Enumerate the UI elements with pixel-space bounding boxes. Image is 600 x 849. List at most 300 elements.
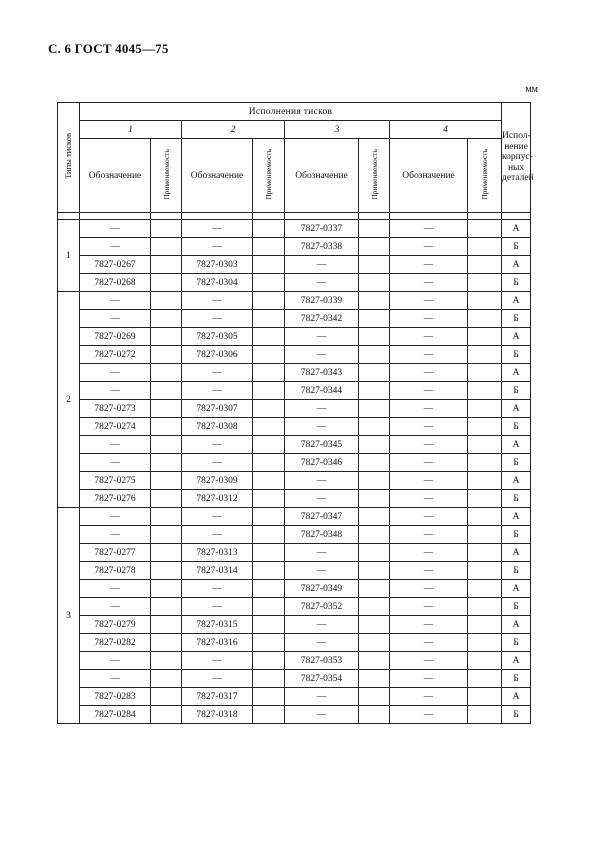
designation-cell: —: [182, 436, 253, 454]
designation-cell: —: [80, 238, 151, 256]
designation-cell: —: [390, 616, 468, 634]
exec-cell: А: [502, 328, 531, 346]
applicability-cell: [468, 598, 502, 616]
applicability-label: Применяемость: [264, 148, 273, 200]
applicability-cell: [253, 526, 285, 544]
designation-cell: —: [80, 670, 151, 688]
applicability-cell: [468, 562, 502, 580]
designation-cell: —: [390, 400, 468, 418]
exec-cell: А: [502, 652, 531, 670]
table-head: [58, 103, 534, 220]
exec-column-header: [502, 103, 534, 213]
designation-cell: —: [182, 670, 253, 688]
table-row: [58, 436, 531, 454]
variant-number: 2: [182, 121, 285, 139]
designation-cell: 7827-0339: [285, 292, 359, 310]
applicability-cell: [359, 382, 390, 400]
designation-cell: 7827-0268: [80, 274, 151, 292]
designation-cell: —: [390, 472, 468, 490]
table-row: [58, 580, 531, 598]
designation-cell: —: [390, 670, 468, 688]
exec-cell: Б: [502, 274, 531, 292]
designation-header: Обозначение: [285, 139, 359, 213]
applicability-cell: [151, 454, 182, 472]
designation-cell: 7827-0283: [80, 688, 151, 706]
designation-cell: —: [80, 508, 151, 526]
designation-cell: —: [390, 544, 468, 562]
designation-cell: 7827-0309: [182, 472, 253, 490]
designation-cell: 7827-0313: [182, 544, 253, 562]
variant-number: 3: [285, 121, 390, 139]
table-row: [58, 454, 531, 472]
applicability-cell: [151, 544, 182, 562]
designation-cell: —: [80, 364, 151, 382]
table-row: [58, 616, 531, 634]
designation-cell: 7827-0308: [182, 418, 253, 436]
table-row: [58, 526, 531, 544]
designation-cell: —: [390, 508, 468, 526]
exec-cell: А: [502, 436, 531, 454]
table-body: [58, 220, 531, 724]
designation-cell: —: [390, 364, 468, 382]
designation-cell: —: [182, 220, 253, 238]
designation-header: Обозначение: [182, 139, 253, 213]
applicability-cell: [468, 580, 502, 598]
applicability-cell: [468, 310, 502, 328]
applicability-cell: [359, 580, 390, 598]
applicability-cell: [253, 544, 285, 562]
designation-cell: 7827-0312: [182, 490, 253, 508]
applicability-cell: [151, 328, 182, 346]
applicability-cell: [253, 670, 285, 688]
applicability-header: [468, 139, 502, 213]
applicability-cell: [253, 706, 285, 724]
designation-cell: —: [390, 706, 468, 724]
applicability-cell: [468, 688, 502, 706]
exec-column-label: Исполнение корпусных деталей: [502, 131, 534, 184]
table-row: [58, 382, 531, 400]
designation-cell: 7827-0274: [80, 418, 151, 436]
applicability-cell: [253, 328, 285, 346]
exec-cell: Б: [502, 634, 531, 652]
applicability-cell: [253, 238, 285, 256]
designation-cell: —: [390, 454, 468, 472]
applicability-cell: [359, 562, 390, 580]
applicability-cell: [468, 634, 502, 652]
applicability-cell: [359, 472, 390, 490]
table-row: [58, 346, 531, 364]
designation-cell: 7827-0315: [182, 616, 253, 634]
exec-cell: А: [502, 544, 531, 562]
applicability-cell: [468, 238, 502, 256]
applicability-cell: [359, 706, 390, 724]
spec-table: [57, 102, 534, 724]
designation-cell: —: [285, 706, 359, 724]
type-column-label: Типы тисков: [63, 133, 73, 179]
exec-cell: Б: [502, 310, 531, 328]
table-row: [58, 562, 531, 580]
designation-cell: —: [390, 238, 468, 256]
designation-cell: 7827-0278: [80, 562, 151, 580]
exec-cell: Б: [502, 238, 531, 256]
designation-cell: —: [390, 274, 468, 292]
table-row: [58, 544, 531, 562]
designation-cell: —: [182, 310, 253, 328]
applicability-cell: [253, 472, 285, 490]
applicability-cell: [359, 346, 390, 364]
applicability-cell: [151, 382, 182, 400]
applicability-cell: [359, 274, 390, 292]
table-row: [58, 688, 531, 706]
designation-cell: —: [285, 616, 359, 634]
designation-cell: —: [390, 580, 468, 598]
designation-cell: —: [390, 310, 468, 328]
applicability-cell: [468, 544, 502, 562]
designation-cell: —: [285, 634, 359, 652]
applicability-cell: [468, 274, 502, 292]
type-column-header: [58, 103, 80, 213]
applicability-cell: [253, 490, 285, 508]
designation-cell: 7827-0273: [80, 400, 151, 418]
designation-cell: —: [390, 634, 468, 652]
designation-cell: —: [390, 562, 468, 580]
applicability-cell: [253, 346, 285, 364]
designation-cell: 7827-0316: [182, 634, 253, 652]
designation-cell: —: [80, 292, 151, 310]
applicability-cell: [151, 472, 182, 490]
applicability-cell: [151, 310, 182, 328]
designation-cell: —: [80, 652, 151, 670]
designation-cell: 7827-0348: [285, 526, 359, 544]
applicability-cell: [151, 400, 182, 418]
table-row: [58, 310, 531, 328]
applicability-cell: [359, 400, 390, 418]
applicability-cell: [359, 652, 390, 670]
designation-cell: —: [285, 346, 359, 364]
table-row: [58, 238, 531, 256]
designation-cell: —: [285, 274, 359, 292]
table-row: [58, 292, 531, 310]
designation-cell: 7827-0272: [80, 346, 151, 364]
applicability-cell: [151, 508, 182, 526]
applicability-cell: [151, 490, 182, 508]
applicability-label: Применяемость: [369, 148, 379, 200]
exec-cell: А: [502, 364, 531, 382]
exec-cell: Б: [502, 454, 531, 472]
applicability-cell: [468, 328, 502, 346]
designation-cell: —: [182, 292, 253, 310]
applicability-cell: [151, 292, 182, 310]
applicability-cell: [359, 328, 390, 346]
designation-cell: 7827-0349: [285, 580, 359, 598]
units-label: мм: [525, 84, 538, 95]
designation-cell: 7827-0354: [285, 670, 359, 688]
designation-cell: —: [390, 292, 468, 310]
applicability-cell: [468, 364, 502, 382]
applicability-cell: [468, 490, 502, 508]
applicability-cell: [468, 616, 502, 634]
designation-cell: 7827-0307: [182, 400, 253, 418]
designation-cell: 7827-0345: [285, 436, 359, 454]
applicability-cell: [253, 508, 285, 526]
designation-cell: 7827-0337: [285, 220, 359, 238]
applicability-cell: [359, 292, 390, 310]
applicability-cell: [359, 598, 390, 616]
exec-cell: А: [502, 472, 531, 490]
applicability-cell: [253, 562, 285, 580]
applicability-cell: [253, 616, 285, 634]
designation-cell: 7827-0343: [285, 364, 359, 382]
applicability-cell: [359, 310, 390, 328]
designation-cell: 7827-0344: [285, 382, 359, 400]
applicability-cell: [151, 688, 182, 706]
designation-cell: 7827-0275: [80, 472, 151, 490]
applicability-cell: [151, 436, 182, 454]
applicability-cell: [468, 508, 502, 526]
table-row: [58, 274, 531, 292]
designation-cell: —: [390, 346, 468, 364]
designation-cell: 7827-0284: [80, 706, 151, 724]
applicability-cell: [253, 220, 285, 238]
designation-cell: —: [182, 454, 253, 472]
applicability-cell: [253, 634, 285, 652]
table-row: [58, 670, 531, 688]
applicability-cell: [359, 418, 390, 436]
designation-cell: —: [285, 688, 359, 706]
designation-cell: —: [182, 598, 253, 616]
applicability-label: Применяемость: [480, 148, 490, 200]
designation-cell: —: [80, 454, 151, 472]
applicability-cell: [151, 238, 182, 256]
designation-cell: 7827-0277: [80, 544, 151, 562]
type-cell: 2: [58, 292, 80, 508]
applicability-cell: [468, 454, 502, 472]
designation-header: Обозначение: [390, 139, 468, 213]
exec-cell: Б: [502, 706, 531, 724]
applicability-cell: [253, 292, 285, 310]
applicability-cell: [253, 364, 285, 382]
designation-cell: —: [182, 382, 253, 400]
applicability-cell: [359, 508, 390, 526]
applicability-cell: [151, 364, 182, 382]
designation-cell: —: [80, 580, 151, 598]
designation-cell: 7827-0276: [80, 490, 151, 508]
designation-cell: —: [390, 490, 468, 508]
applicability-cell: [468, 400, 502, 418]
type-cell: 1: [58, 220, 80, 292]
designation-cell: —: [390, 652, 468, 670]
page-header: С. 6 ГОСТ 4045—75: [48, 41, 169, 56]
designation-cell: 7827-0342: [285, 310, 359, 328]
applicability-cell: [151, 670, 182, 688]
designation-cell: —: [390, 328, 468, 346]
designation-cell: —: [80, 598, 151, 616]
applicability-cell: [359, 436, 390, 454]
exec-cell: А: [502, 508, 531, 526]
applicability-cell: [253, 274, 285, 292]
designation-cell: 7827-0346: [285, 454, 359, 472]
table-row: [58, 490, 531, 508]
exec-cell: Б: [502, 418, 531, 436]
designation-cell: —: [285, 418, 359, 436]
table-row: [58, 400, 531, 418]
variant-number: 1: [80, 121, 182, 139]
applicability-cell: [151, 598, 182, 616]
designation-cell: 7827-0303: [182, 256, 253, 274]
applicability-cell: [468, 256, 502, 274]
applicability-cell: [359, 670, 390, 688]
designation-cell: —: [182, 238, 253, 256]
applicability-cell: [468, 706, 502, 724]
designation-cell: —: [390, 688, 468, 706]
applicability-cell: [151, 616, 182, 634]
table-row: [58, 598, 531, 616]
designation-cell: 7827-0282: [80, 634, 151, 652]
designation-cell: —: [182, 526, 253, 544]
designation-cell: —: [285, 256, 359, 274]
exec-cell: Б: [502, 670, 531, 688]
designation-cell: —: [182, 508, 253, 526]
applicability-cell: [468, 436, 502, 454]
applicability-cell: [253, 310, 285, 328]
applicability-cell: [359, 688, 390, 706]
applicability-cell: [359, 544, 390, 562]
designation-cell: 7827-0306: [182, 346, 253, 364]
designation-cell: —: [285, 544, 359, 562]
table-row: [58, 364, 531, 382]
applicability-cell: [468, 418, 502, 436]
applicability-header: [253, 139, 285, 213]
exec-cell: Б: [502, 526, 531, 544]
applicability-cell: [253, 418, 285, 436]
designation-cell: —: [80, 526, 151, 544]
designation-cell: —: [80, 436, 151, 454]
designation-cell: 7827-0269: [80, 328, 151, 346]
applicability-cell: [151, 274, 182, 292]
applicability-cell: [468, 346, 502, 364]
applicability-cell: [151, 634, 182, 652]
designation-cell: 7827-0347: [285, 508, 359, 526]
designation-cell: 7827-0304: [182, 274, 253, 292]
exec-cell: А: [502, 580, 531, 598]
designation-cell: 7827-0318: [182, 706, 253, 724]
designation-cell: —: [182, 364, 253, 382]
exec-cell: А: [502, 256, 531, 274]
exec-cell: Б: [502, 562, 531, 580]
designation-cell: 7827-0353: [285, 652, 359, 670]
designation-cell: 7827-0352: [285, 598, 359, 616]
designation-cell: —: [80, 310, 151, 328]
applicability-cell: [359, 364, 390, 382]
applicability-cell: [359, 238, 390, 256]
applicability-cell: [468, 292, 502, 310]
designation-cell: 7827-0305: [182, 328, 253, 346]
exec-cell: Б: [502, 598, 531, 616]
applicability-cell: [359, 256, 390, 274]
exec-cell: А: [502, 688, 531, 706]
applicability-cell: [359, 220, 390, 238]
exec-cell: Б: [502, 346, 531, 364]
designation-cell: 7827-0267: [80, 256, 151, 274]
applicability-cell: [468, 220, 502, 238]
type-cell: 3: [58, 508, 80, 724]
table-row: [58, 328, 531, 346]
designation-cell: —: [80, 220, 151, 238]
applicability-cell: [151, 562, 182, 580]
applicability-cell: [151, 652, 182, 670]
table-row: [58, 706, 531, 724]
designation-cell: 7827-0338: [285, 238, 359, 256]
applicability-cell: [151, 220, 182, 238]
table-row: [58, 418, 531, 436]
applicability-cell: [359, 490, 390, 508]
applicability-cell: [468, 382, 502, 400]
applicability-cell: [253, 652, 285, 670]
applicability-header: [359, 139, 390, 213]
applicability-cell: [359, 634, 390, 652]
exec-cell: А: [502, 400, 531, 418]
table-row: [58, 472, 531, 490]
table-row: [58, 652, 531, 670]
applicability-cell: [468, 472, 502, 490]
variant-number: 4: [390, 121, 502, 139]
designation-cell: —: [390, 382, 468, 400]
table-row: [58, 508, 531, 526]
applicability-cell: [253, 436, 285, 454]
designation-cell: —: [285, 328, 359, 346]
table-row: [58, 256, 531, 274]
applicability-cell: [151, 580, 182, 598]
table-row: [58, 220, 531, 238]
applicability-cell: [253, 688, 285, 706]
exec-cell: А: [502, 220, 531, 238]
applicability-cell: [359, 526, 390, 544]
applicability-cell: [468, 670, 502, 688]
designation-cell: —: [285, 400, 359, 418]
applicability-header: [151, 139, 182, 213]
designation-cell: —: [390, 436, 468, 454]
exec-cell: А: [502, 292, 531, 310]
applicability-cell: [468, 652, 502, 670]
header-gap-row: [58, 213, 531, 220]
exec-cell: Б: [502, 490, 531, 508]
designation-cell: —: [182, 652, 253, 670]
applicability-cell: [253, 382, 285, 400]
exec-cell: Б: [502, 382, 531, 400]
applicability-cell: [151, 418, 182, 436]
exec-cell: А: [502, 616, 531, 634]
designation-cell: —: [285, 562, 359, 580]
designation-cell: 7827-0279: [80, 616, 151, 634]
designation-cell: 7827-0314: [182, 562, 253, 580]
applicability-cell: [253, 454, 285, 472]
designation-cell: —: [390, 256, 468, 274]
designation-cell: —: [390, 598, 468, 616]
designation-cell: —: [285, 490, 359, 508]
applicability-cell: [253, 256, 285, 274]
designation-cell: —: [390, 220, 468, 238]
designation-cell: —: [285, 472, 359, 490]
designation-cell: —: [390, 418, 468, 436]
designation-cell: 7827-0317: [182, 688, 253, 706]
applicability-cell: [151, 526, 182, 544]
designation-cell: —: [390, 526, 468, 544]
applicability-cell: [253, 400, 285, 418]
table-row: [58, 634, 531, 652]
applicability-cell: [151, 256, 182, 274]
designation-cell: —: [80, 382, 151, 400]
applicability-cell: [468, 526, 502, 544]
